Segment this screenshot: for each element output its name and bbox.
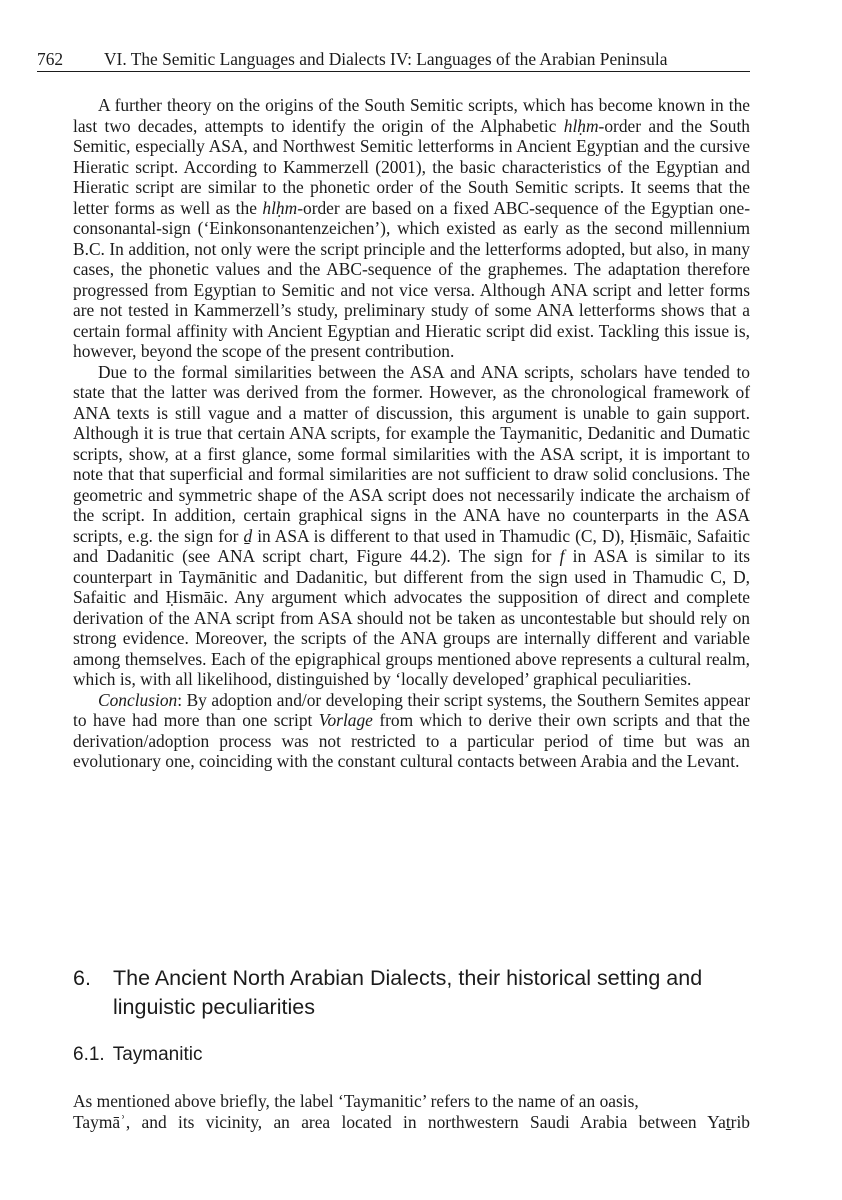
section-title: The Ancient North Arabian Dialects, their historical setting and linguistic peculiarities bbox=[113, 966, 703, 1019]
paragraph-conclusion bbox=[73, 690, 750, 772]
running-head bbox=[37, 48, 750, 72]
body-text bbox=[73, 95, 750, 772]
section-number: 6. bbox=[73, 966, 91, 990]
text-span: : By adoption and/or developing their script systems, the Southern Semites appear to have had more than one script bbox=[73, 689, 750, 730]
subsection-number: 6.1. bbox=[73, 1044, 105, 1065]
subsection-title: Taymanitic bbox=[112, 1044, 203, 1065]
text-span: A further theory on the origins of the South Semitic scripts, which has become known in the last two decades, attempts to identify the origin of the Alphabetic bbox=[73, 95, 750, 136]
italic-term: f bbox=[559, 546, 565, 566]
paragraph-origins-theory bbox=[73, 95, 750, 362]
paragraph-formal-similarities bbox=[73, 362, 750, 690]
italic-term: ḏ bbox=[243, 525, 253, 546]
section-heading bbox=[73, 964, 763, 1022]
page-number: 762 bbox=[37, 49, 64, 69]
text-line: As mentioned above briefly, the label ‘Taymanitic’ refers to the name of an oasis, bbox=[73, 1091, 639, 1111]
text-line: Taymāʾ, and its vicinity, an area located in northwestern Saudi Arabia between Yaṯrib bbox=[73, 1111, 750, 1132]
running-title: VI. The Semitic Languages and Dialects IV: Languages of the Arabian Peninsula bbox=[104, 49, 668, 69]
italic-term: Conclusion bbox=[98, 689, 178, 710]
italic-term: hlḥm bbox=[262, 197, 298, 218]
paragraph-taymanitic bbox=[73, 1091, 750, 1132]
text-span: -order are based on a fixed ABC-sequence of the Egyptian one-consonantal-sign (‘Einkonsonantenzeichen’), which existed as early as the second millennium B.C. In addition, not only were the script principle and the letterforms adopted, but also, in many cases, the phonetic values and the ABC-sequence of the graphemes. The adaptation therefore progressed from Egyptian to Semitic and not vice versa. Although ANA script and letter forms are not tested in Kammerzell’s study, preliminary study of some ANA letterforms shows that a certain formal affinity with Ancient Egyptian and Hieratic script did exist. Tackling this issue is, however, beyond the scope of the present contribution. bbox=[73, 197, 750, 361]
text-span: from which to derive their own scripts and that the derivation/adoption process was not restricted to a particular period of time but was an evolutionary one, coinciding with the constant cultural contacts between Arabia and the Levant. bbox=[73, 710, 750, 771]
text-span: in ASA is similar to its counterpart in Taymānitic and Dadanitic, but different from the sign used in Thamudic C, D, Safaitic and Ḥismāic. Any argument which advocates the supposition of direct and complete derivation of the ANA script from ASA should not be taken as uncontestable but should rely on strong evidence. Moreover, the scripts of the ANA groups are internally different and variable among themselves. Each of the epigraphical groups mentioned above represents a cultural realm, which is, with all likelihood, distinguished by ‘locally developed’ graphical peculiarities. bbox=[73, 546, 751, 689]
subsection-heading bbox=[73, 1042, 750, 1068]
italic-term: Vorlage bbox=[318, 710, 373, 730]
text-span: in ASA is different to that used in Thamudic (C, D), Ḥismāic, Safaitic and Dadanitic (see ANA script chart, Figure 44.2). The sign for bbox=[73, 525, 750, 566]
text-span: Due to the formal similarities between the ASA and ANA scripts, scholars have tended to state that the latter was derived from the former. However, as the chronological framework of ANA texts is still vague and a matter of discussion, this argument is unable to gain support. Although it is true that certain ANA scripts, for example the Taymanitic, Dedanitic and Dumatic scripts, show, at a first glance, some formal similarities with the ASA script, it is important to note that that superficial and formal similarities are not sufficient to draw solid conclusions. The geometric and symmetric shape of the ASA script does not necessarily indicate the archaism of the script. In addition, certain graphical signs in the ANA have no counterparts in the ASA scripts, e.g. the sign for bbox=[73, 361, 750, 546]
italic-term: hlḥm bbox=[563, 115, 599, 136]
text-span: -order and the South Semitic, especially ASA, and Northwest Semitic letterforms in Ancient Egyptian and the cursive Hieratic script. According to Kammerzell (2001), the basic characteristics of the Egyptian and Hieratic script are similar to the phonetic order of the South Semitic scripts. It seems that the letter forms as well as the bbox=[73, 115, 750, 218]
